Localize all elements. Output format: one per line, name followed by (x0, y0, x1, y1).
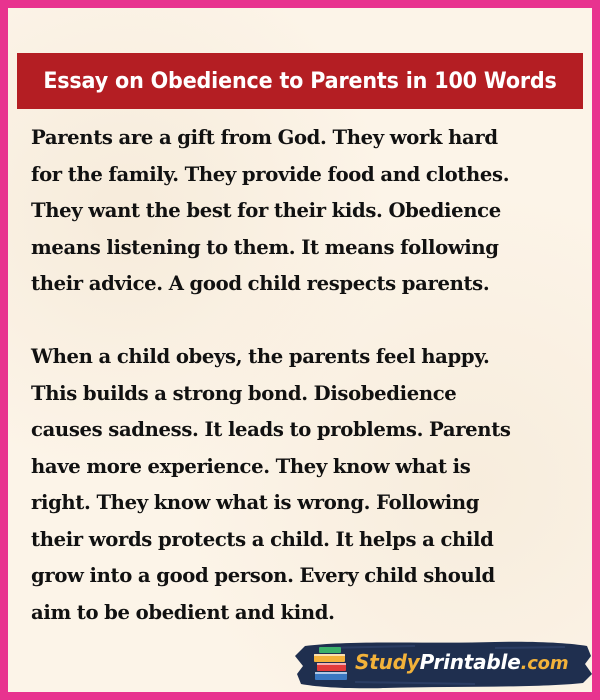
brand-printable-text: Printable (419, 650, 521, 674)
brand-study-text: Study (355, 650, 420, 674)
brand-name (355, 650, 568, 674)
brand-domain-text: .com (520, 653, 569, 674)
brand-watermark (295, 636, 592, 692)
essay-body (31, 120, 579, 631)
essay-paragraph-2: When a child obeys, the parents feel happy. This builds a strong bond. Disobedience causes sadness. It leads to problems. Parents have more experience. They know what is right. They know what is wrong. Following their words protects a child. It helps a child grow into a good person. Every child should aim to be obedient and kind. (31, 345, 511, 624)
paper-background (8, 8, 592, 692)
books-icon (311, 644, 351, 684)
essay-paragraph-1: Parents are a gift from God. They work hard for the family. They provide food and clothes. They want the best for their kids. Obedience means listening to them. It means following their advice. A good child respects parents. (31, 126, 510, 295)
title-banner (17, 53, 583, 109)
page-title: Essay on Obedience to Parents in 100 Words (43, 68, 557, 94)
